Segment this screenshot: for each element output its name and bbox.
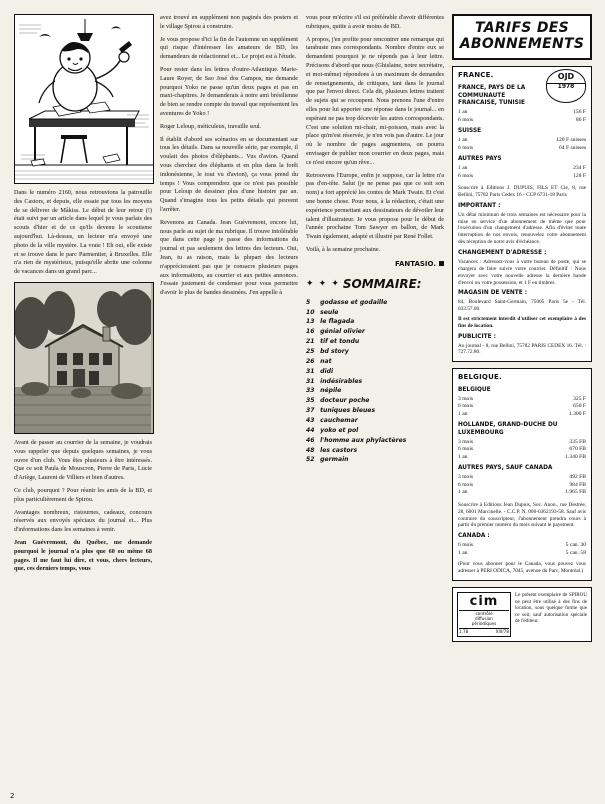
belgique-address: Souscrire à Editions Jean Dupuis, Soc. Anon., rue Destrée, 28, 6001 Marcinelle. - C.C.P. N. 000-0362193-58. Sauf avis contraire du souscripteur, l'abonnement prendra cours à partir du premier numéro du mois suivant le payement. bbox=[458, 501, 586, 529]
belgique-sub-2: HOLLANDE, GRAND-DUCHE DU LUXEMBOURG bbox=[458, 422, 558, 436]
cim-sub-2: diffusion bbox=[475, 615, 493, 621]
france-sub-2: SUISSE bbox=[458, 128, 482, 135]
price-value: 5 can. 58 bbox=[565, 549, 586, 556]
col1-para-3: Ce club, pourquoi ? Pour réunir les amis de la BD, et plus particulièrement de Spirou. bbox=[14, 486, 152, 503]
col3-para-4: Voilà, à la semaine prochaine. bbox=[306, 245, 381, 253]
star-icon: ✦ ✦ ✦ bbox=[306, 278, 340, 289]
sommaire-label: docteur poche bbox=[320, 397, 370, 405]
shop-heading: MAGASIN DE VENTE : bbox=[458, 290, 528, 297]
price-label: 1 an bbox=[458, 410, 468, 417]
list-item[interactable] bbox=[306, 347, 444, 357]
list-item[interactable] bbox=[306, 446, 444, 456]
sommaire-label: yoko et pol bbox=[320, 426, 359, 434]
col1-para-2: Avant de passer au courrier de la semaine, je voudrais vous rappeler que depuis quelques semaines, je vous ouvre d'un club. Vous êtes plusieurs à être intéressés. Que ce soit Paula de Mouscron, Pierre de Paris, Lucie d'Ariège, Laurent de Villiers et bien d'autres. bbox=[14, 438, 152, 482]
ojd-letters: OJD bbox=[557, 72, 575, 82]
important-text: Un délai minimum de trois semaines est nécessaire pour la mise en service d'un abonnement de même que pour l'exécution d'un changement d'adresse. Afin d'éviter toute interruption de nos envois, renouvelez votre abonnement dès réception de notre avis d'échéance. bbox=[458, 211, 586, 246]
france-sub-1: FRANCE, PAYS DE LA COMMUNAUTE FRANCAISE, TUNISIE bbox=[458, 84, 526, 107]
sommaire-page: 21 bbox=[306, 338, 315, 346]
price-label: 6 mois bbox=[458, 542, 474, 549]
france-heading: FRANCE. bbox=[458, 71, 494, 80]
cim-block bbox=[452, 587, 592, 642]
column-signature bbox=[306, 260, 444, 270]
price-value: 234 F bbox=[573, 165, 586, 172]
belgique-sub-1: BELGIQUE bbox=[458, 386, 491, 393]
price-value: 1.340 FB bbox=[565, 453, 586, 460]
price-value: 650 F bbox=[573, 403, 586, 410]
subscription-rail bbox=[452, 14, 592, 774]
price-label: 3 mois bbox=[458, 474, 474, 481]
page-columns bbox=[14, 14, 595, 774]
col3-para-3: Retrouvons l'Europe, enfin je suppose, car la lettre n'a pas d'en-tête. Salut (je ne pense pas que ce soit son nom) a fort apprécié les contes de Mark Twain. Et c'est une bonne chose. Pour nous, à la rédaction, c'était une expérience permettant aux dessinateurs de dévoiler leur talent d'illustrateur. Je vous propose pour le début de l'année prochaine Tom Sawyer en ballon, de Mark Twain également, adapté et illustré par René Follet. bbox=[306, 171, 444, 241]
price-value: 492 FB bbox=[569, 474, 586, 481]
sommaire-label: l'homme aux phylactères bbox=[320, 436, 407, 444]
column-two bbox=[160, 14, 298, 774]
list-item[interactable] bbox=[306, 416, 444, 426]
ojd-year: 1978 bbox=[547, 83, 585, 91]
price-label: 6 mois bbox=[458, 481, 474, 488]
price-label: 1 an bbox=[458, 453, 468, 460]
col2-para-6: Revenons au Canada. Jean Guévremont, encore lui, nous parle au sujet de ma rubrique. Il trouve intolérable que dans cette page je passe des informations du journal et pas seulement des lettres des lecteurs. Oui, Jean, tu as raison, mais la plupart des lecteurs n'apprécieraient pas que je consacre plusieurs pages aux informations, au courrier et aux petites annonces. J'essaie justement de condenser pour vous permettre d'avoir le plus de bandes dessinées. J'en appelle à bbox=[160, 218, 298, 297]
price-row bbox=[458, 145, 586, 153]
price-row bbox=[458, 411, 586, 419]
france-sub-3: AUTRES PAYS bbox=[458, 156, 502, 163]
sommaire-label: cauchemar bbox=[320, 417, 358, 424]
sommaire-page: 46 bbox=[306, 436, 315, 444]
cim-word: cim bbox=[469, 594, 499, 610]
page-number: 2 bbox=[10, 792, 15, 800]
sommaire-label: le flagada bbox=[320, 318, 355, 326]
sommaire-label: génial olivier bbox=[320, 328, 365, 336]
list-item[interactable] bbox=[306, 406, 444, 416]
price-row bbox=[458, 137, 586, 145]
sommaire-label: didi bbox=[320, 367, 334, 375]
sommaire-page: 48 bbox=[306, 446, 315, 454]
sommaire-page: 31 bbox=[306, 367, 315, 375]
sommaire-page: 25 bbox=[306, 347, 315, 355]
canada-note: (Pour vous abonner pour le Canada, vous pouvez vous adresser à PERI ODICA, 7045, avenue du Parc, Montréal.) bbox=[458, 561, 586, 575]
price-label: 1 an bbox=[458, 109, 468, 116]
price-value: 5 can. 30 bbox=[565, 542, 586, 549]
price-row bbox=[458, 542, 586, 550]
price-value: 670 FB bbox=[569, 446, 586, 453]
list-item[interactable] bbox=[306, 308, 444, 318]
cim-logo-icon bbox=[457, 592, 511, 637]
col3-para-1: vous pour m'écrire s'il est préférable d'avoir différentes rubriques, quitte à avoir moins de BD. bbox=[306, 14, 444, 30]
column-three bbox=[306, 14, 444, 774]
col1-para-5: Jean Guévremont, du Québec, me demande pourquoi le journal n'a plus que 60 ou même 68 pages. Il me faut lui dire, et vous, chers lecteurs, que, ces derniers temps, vous bbox=[14, 538, 152, 573]
sommaire-page: 5 bbox=[306, 298, 311, 306]
sommaire-label: népile bbox=[320, 387, 342, 395]
list-item[interactable] bbox=[306, 377, 444, 387]
list-item[interactable] bbox=[306, 367, 444, 377]
list-item[interactable] bbox=[306, 426, 444, 436]
price-row bbox=[458, 117, 586, 125]
sommaire-page: 52 bbox=[306, 456, 315, 464]
price-value: 984 FB bbox=[569, 481, 586, 488]
sommaire-label: tif et tondu bbox=[320, 338, 360, 346]
price-row bbox=[458, 474, 586, 482]
tarifs-title bbox=[452, 14, 592, 60]
sommaire-page: 10 bbox=[306, 308, 315, 316]
cim-code-2: XIII/78 bbox=[495, 628, 509, 634]
col2-para-3: Pour rester dans les lettres d'outre-Atlantique. Marie-Laure Royer, de Sao José dos Campos, me demande pourquoi Yoko ne passe qu'un deux pages et pas en maxi-chapitres. Je demanderais à notre ami brésilienne de bien se rendre compte du travail que représentent les aventures de Yoko ! bbox=[160, 65, 298, 117]
price-row bbox=[458, 403, 586, 411]
list-item[interactable] bbox=[306, 455, 444, 465]
sommaire-page: 16 bbox=[306, 328, 315, 336]
price-row bbox=[458, 489, 586, 497]
price-label: 6 mois bbox=[458, 116, 474, 123]
belgique-sub-3: AUTRES PAYS, SAUF CANADA bbox=[458, 465, 553, 472]
price-row bbox=[458, 454, 586, 462]
signature-text: FANTASIO. bbox=[394, 259, 436, 268]
sommaire-label: bd story bbox=[320, 347, 349, 355]
price-value: 325 F bbox=[573, 395, 586, 402]
price-label: 6 mois bbox=[458, 144, 474, 151]
rental-notice: Il est strictement interdit d'utiliser cet exemplaire à des fins de location. bbox=[458, 315, 586, 329]
list-item[interactable] bbox=[306, 396, 444, 406]
price-row bbox=[458, 165, 586, 173]
price-value: 1.300 F bbox=[568, 410, 586, 417]
cim-sub-1: contrôle bbox=[475, 611, 493, 617]
price-row bbox=[458, 446, 586, 454]
sommaire-title: SOMMAIRE: bbox=[342, 276, 422, 291]
price-value: 128 F bbox=[573, 172, 586, 179]
sommaire-label: seule bbox=[320, 308, 339, 316]
list-item[interactable] bbox=[306, 327, 444, 337]
canada-heading: CANADA : bbox=[458, 533, 490, 540]
col2-para-4: Roger Leloup, méticuleux, travaille seul. bbox=[160, 122, 262, 130]
publicite-text: Au journal - 8, rue Bellini, 75782 PARIS CEDEX 16. Tél. : 727.72.80. bbox=[458, 342, 586, 356]
sommaire-label: godasse et godaille bbox=[320, 298, 388, 306]
col2-para-5: Il établit d'abord ses scénarios en se documentant sur tous les détails. Dans sa nouvelle série, par exemple, il voulait des photos d'éléphants... Vus d'avion. Quand vous cherchez des éléphants et en plus dans la forêt indonésienne, le tout vu d'avion), ça vous prend du temps ! Vous comprendrez que ce n'est pas possible pour Leloup de dessiner plus d'une histoire par an. Quand s'imagine tous les petits détails qui peuvent l'arrêter. bbox=[160, 135, 298, 213]
square-icon bbox=[439, 261, 444, 266]
price-value: 64 F suisses bbox=[558, 144, 586, 151]
publicite-heading: PUBLICITE : bbox=[458, 333, 496, 340]
mystery-villa-photo bbox=[14, 282, 154, 434]
price-value: 1.965 FB bbox=[565, 489, 586, 496]
sommaire-label: germain bbox=[320, 456, 349, 464]
sommaire-label: indésirables bbox=[320, 377, 363, 385]
price-row bbox=[458, 550, 586, 558]
tarifs-title-line2: ABONNEMENTS bbox=[459, 35, 585, 52]
ojd-stamp-icon bbox=[546, 69, 586, 103]
price-label: 3 mois bbox=[458, 395, 474, 402]
price-label: 3 mois bbox=[458, 438, 474, 445]
col2-para-2: Je vous propose d'ici la fin de l'automne un supplément qui risque d'intéresser les amateurs de BD, les demandeurs de rédactionnel et... Le projet est à l'étude. bbox=[160, 35, 298, 61]
cim-code-1: 1.78 bbox=[459, 628, 469, 634]
list-item[interactable] bbox=[306, 317, 444, 327]
sommaire-page: 43 bbox=[306, 417, 315, 424]
col1-para-1: Dans le numéro 2160, nous retrouvions la patrouille des Castors, et depuis, elle essaie par tous les moyens de se délivrer de Mâkiss. Le début de leur retour (!) était suivi par un article dans lequel je vous parlais des scouts d'hier et de ce qu'ils devenu le scoutisme aujourd'hui. Là-dessus, un lecteur m'a envoyé une photo de la ville mystère. La vraie ! Eh oui, elle existe et se trouve dans le parc Parmentier, à Bruxelles. Elle n'a rien de mystérieux, puisqu'elle abrite une colonne de vacances dans un grand parc... bbox=[14, 189, 152, 276]
shop-text: 84, Boulevard Saint-Germain, 75005 Paris 5e - Tél. 033.57.00. bbox=[458, 299, 586, 313]
belgique-heading: BELGIQUE. bbox=[458, 373, 502, 382]
price-label: 1 an bbox=[458, 549, 468, 556]
belgique-block bbox=[452, 368, 592, 581]
sommaire-label: tuniques bleues bbox=[320, 407, 376, 415]
price-row bbox=[458, 396, 586, 404]
list-item[interactable] bbox=[306, 436, 444, 446]
tarifs-title-line1: TARIFS DES bbox=[474, 20, 570, 36]
price-value: 156 F bbox=[573, 109, 586, 116]
price-row bbox=[458, 173, 586, 181]
price-label: 1 an bbox=[458, 489, 468, 496]
sommaire-page: 31 bbox=[306, 377, 315, 385]
france-address: Souscrire à Editions J. DUPUIS, FILS ET Cie, 8, rue Bellini, 75782 Paris Cedex 16 - CCP 6731-18 Paris bbox=[458, 185, 586, 198]
col1-para-4: Avantages nombreux, ristournes, cadeaux, concours réservés aux envoyés spéciaux du journal et... Plus d'informations dans les semaines à venir. bbox=[14, 508, 152, 534]
list-item[interactable] bbox=[306, 298, 444, 308]
price-label: 6 mois bbox=[458, 446, 474, 453]
list-item[interactable] bbox=[306, 386, 444, 396]
price-label: 1 an bbox=[458, 137, 468, 144]
important-heading: IMPORTANT : bbox=[458, 202, 501, 209]
cartoon-illustration bbox=[14, 14, 154, 184]
price-value: 335 FB bbox=[569, 438, 586, 445]
cim-sub-3: périodiques bbox=[471, 620, 497, 626]
price-row bbox=[458, 439, 586, 447]
price-value: 86 F bbox=[575, 116, 586, 123]
sommaire-page: 44 bbox=[306, 426, 315, 434]
list-item[interactable] bbox=[306, 337, 444, 347]
address-change-text: Vacances : Adressez-vous à votre bureau de poste, qui se chargera de faire suivre votre courrier. Définitif : Nous envoyer avec votre nouvelle adresse la dernière bande d'envoi ou votre possession, et 1 F en timbres. bbox=[458, 258, 586, 286]
col2-para-1: avez trouvé en supplément non paginés des posters et le village Spirou à construire. bbox=[160, 14, 298, 30]
sommaire-label: nat bbox=[320, 357, 332, 365]
price-label: 1 an bbox=[458, 165, 468, 172]
sommaire-heading bbox=[306, 276, 444, 293]
price-value: 120 F suisses bbox=[556, 137, 586, 144]
price-row bbox=[458, 109, 586, 117]
sommaire-list bbox=[306, 298, 444, 466]
sommaire-page: 37 bbox=[306, 407, 315, 415]
sommaire-label: les castors bbox=[320, 446, 358, 454]
price-row bbox=[458, 482, 586, 490]
column-one bbox=[14, 14, 152, 774]
list-item[interactable] bbox=[306, 357, 444, 367]
price-label: 6 mois bbox=[458, 172, 474, 179]
price-label: 6 mois bbox=[458, 403, 474, 410]
sommaire-page: 13 bbox=[306, 318, 315, 326]
sommaire-page: 26 bbox=[306, 357, 315, 365]
sommaire-page: 33 bbox=[306, 387, 315, 395]
address-change-heading: CHANGEMENT D'ADRESSE : bbox=[458, 250, 547, 257]
col3-para-2: A propos, j'en profite pour rencontrer une remarque qui tarabuste mes correspondants. Nombre d'entre eux se demandent pourquoi je ne réponds pas à leur lettre. Précisons d'abord que nous (Ghislaine, notre secrétaire, et moi-même) répondons à un maximum de demandes de renseignements, de critiques, tant dans le journal que par l'envoi direct. Cela dit, plusieurs lettres traitent de sujets qui se recoupent. Nous prenons l'une d'entre elles pour lui apporter une réponse dans le journal... en espérant ne pas trop décevoir les autres correspondants. C'est une solution mi-chair, mi-poisson, mais avec la place qu'm'est réservée, je n'en vois pas d'autre. Le jour où le nombre de pages augmentera, on pourra envisager de publier mon courrier en deux pages, mais ce n'est encore qu'un rêve... bbox=[306, 35, 444, 166]
cim-text: Le présent exemplaire de SPIROU ne peut être utilisé à des fins de location, sous quelque forme que ce soit, sauf autorisation spéciale de l'éditeur. bbox=[515, 592, 587, 625]
sommaire-page: 35 bbox=[306, 397, 315, 405]
france-block bbox=[452, 66, 592, 362]
